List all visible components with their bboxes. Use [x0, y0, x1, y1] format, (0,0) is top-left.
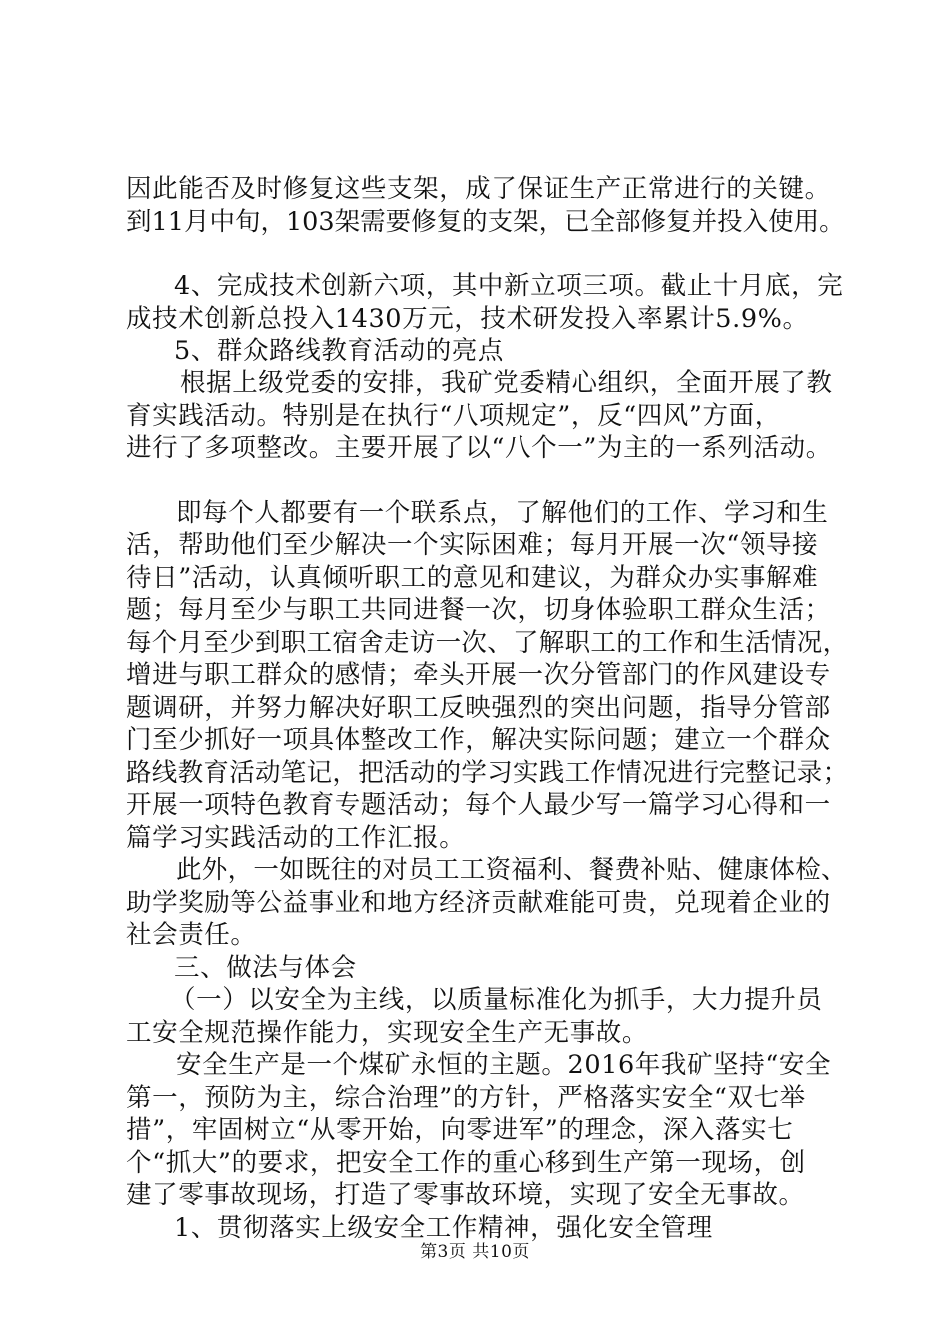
- text-line: 待日”活动，认真倾听职工的意见和建议，为群众办实事解难: [126, 563, 819, 593]
- text-line: （一）以安全为主线，以质量标准化为抓手，大力提升员: [170, 985, 823, 1015]
- text-line: 4、完成技术创新六项，其中新立项三项。截止十月底，完: [174, 271, 844, 301]
- text-line: 第一，预防为主，综合治理”的方针，严格落实安全“双七举: [126, 1083, 806, 1113]
- text-line: 此外，一如既往的对员工工资福利、餐费补贴、健康体检、: [176, 855, 847, 885]
- text-line: 育实践活动。特别是在执行“八项规定”，反“四风”方面，: [126, 401, 781, 431]
- section-heading: 三、做法与体会: [174, 953, 357, 983]
- text-line: 助学奖励等公益事业和地方经济贡献难能可贵，兑现着企业的: [126, 888, 831, 918]
- text-line: 增进与职工群众的感情；牵头开展一次分管部门的作风建设专: [126, 660, 831, 690]
- text-line: 路线教育活动笔记，把活动的学习实践工作情况进行完整记录；: [126, 758, 849, 788]
- text-line: 安全生产是一个煤矿永恒的主题。2016年我矿坚持“安全: [176, 1050, 832, 1080]
- text-line: 因此能否及时修复这些支架，成了保证生产正常进行的关键。: [126, 174, 831, 204]
- text-line: 题；每月至少与职工共同进餐一次，切身体验职工群众生活；: [126, 595, 831, 625]
- text-line: 篇学习实践活动的工作汇报。: [126, 823, 466, 853]
- section-heading: 1、贯彻落实上级安全工作精神，强化安全管理: [174, 1213, 713, 1243]
- text-line: 个“抓大”的要求，把安全工作的重心移到生产第一现场，创: [126, 1148, 806, 1178]
- text-line: 活，帮助他们至少解决一个实际困难；每月开展一次“领导接: [126, 530, 819, 560]
- text-line: 门至少抓好一项具体整改工作，解决实际问题；建立一个群众: [126, 725, 831, 755]
- text-line: 即每个人都要有一个联系点，了解他们的工作、学习和生: [176, 498, 829, 528]
- page-footer: 第3页 共10页: [420, 1242, 530, 1262]
- text-line: 措”，牢固树立“从零开始，向零进军”的理念，深入落实七: [126, 1115, 794, 1145]
- text-line: 社会责任。: [126, 920, 257, 950]
- text-line: 根据上级党委的安排，我矿党委精心组织，全面开展了教: [180, 368, 833, 398]
- section-heading: 5、群众路线教育活动的亮点: [174, 336, 505, 366]
- text-line: 成技术创新总投入1430万元，技术研发投入率累计5.9%。: [126, 304, 809, 334]
- text-line: 建了零事故现场，打造了零事故环境，实现了安全无事故。: [126, 1180, 805, 1210]
- text-line: 到11月中旬，103架需要修复的支架，已全部修复并投入使用。: [126, 207, 845, 237]
- text-line: 开展一项特色教育专题活动；每个人最少写一篇学习心得和一: [126, 790, 831, 820]
- text-line: 工安全规范操作能力，实现安全生产无事故。: [126, 1018, 649, 1048]
- text-line: 题调研，并努力解决好职工反映强烈的突出问题，指导分管部: [126, 693, 831, 723]
- text-line: 每个月至少到职工宿舍走访一次、了解职工的工作和生活情况，: [126, 628, 849, 658]
- text-line: 进行了多项整改。主要开展了以“八个一”为主的一系列活动。: [126, 433, 832, 463]
